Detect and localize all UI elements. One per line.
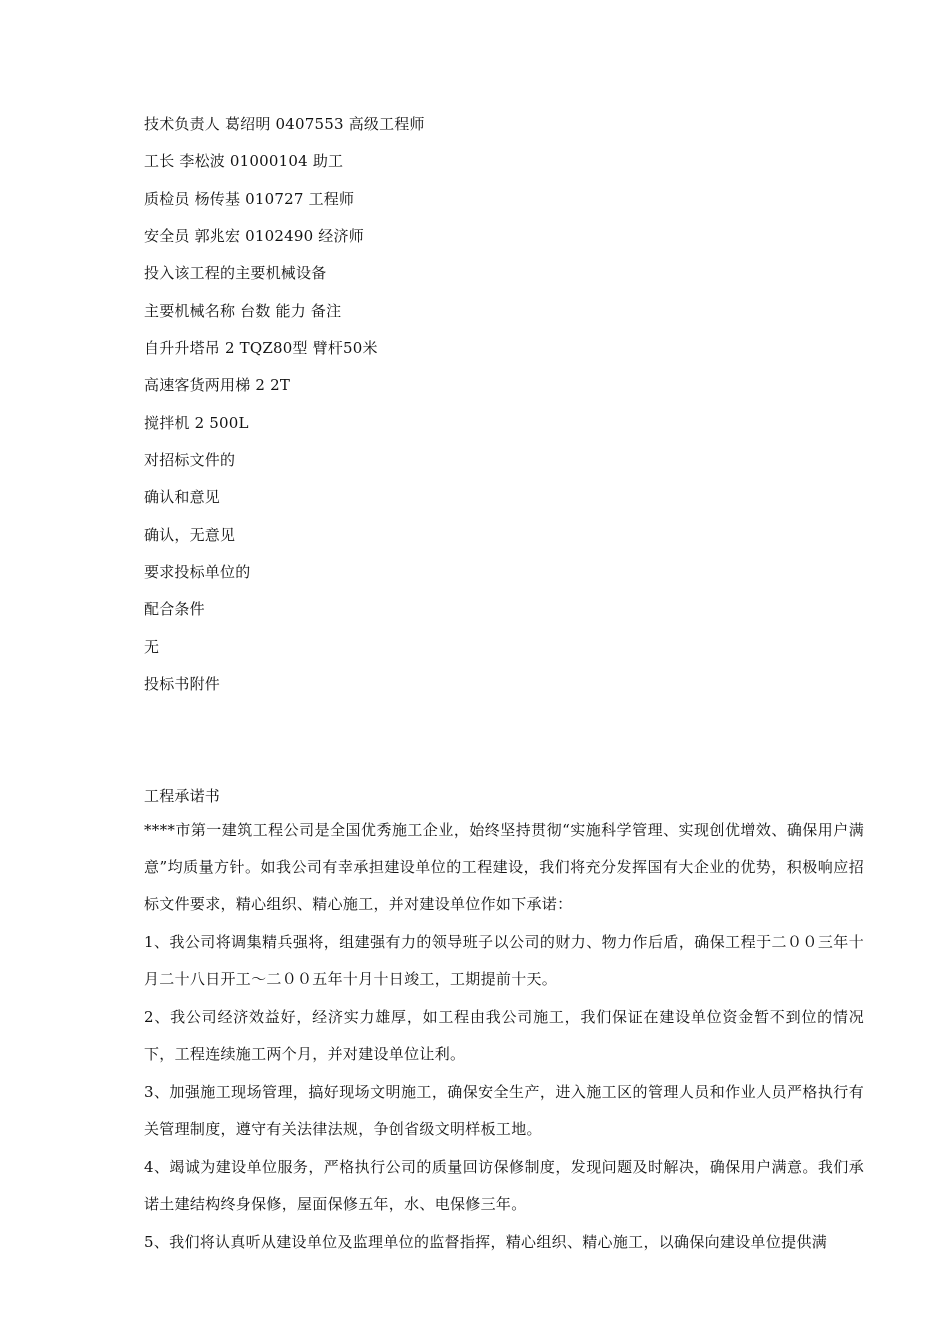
- personnel-safety-officer: 安全员 郭兆宏 0102490 经济师: [144, 227, 364, 245]
- requirement-label-line-1: 要求投标单位的: [144, 563, 251, 581]
- confirm-value: 确认，无意见: [144, 526, 236, 544]
- personnel-technical-lead: 技术负责人 葛绍明 0407553 高级工程师: [144, 115, 425, 133]
- confirm-label-line-2: 确认和意见: [144, 488, 221, 506]
- commitment-title: 工程承诺书: [144, 787, 221, 805]
- equipment-columns: 主要机械名称 台数 能力 备注: [144, 302, 342, 320]
- equipment-row: 自升升塔吊 2 TQZ80型 臂杆50米: [144, 339, 378, 357]
- requirement-value: 无: [144, 638, 160, 656]
- attachment-heading: 投标书附件: [144, 675, 221, 693]
- equipment-row: 高速客货两用梯 2 2T: [144, 376, 291, 394]
- requirement-label-line-2: 配合条件: [144, 600, 205, 618]
- commitment-item-5: 5、我们将认真听从建设单位及监理单位的监督指挥，精心组织、精心施工，以确保向建设单位提供满: [144, 1233, 828, 1251]
- commitment-item-4: 4、竭诚为建设单位服务，严格执行公司的质量回访保修制度，发现问题及时解决，确保用户满意。我们承诺土建结构终身保修，屋面保修五年，水、电保修三年。: [144, 1158, 864, 1213]
- confirm-label-line-1: 对招标文件的: [144, 451, 236, 469]
- personnel-foreman: 工长 李松波 01000104 助工: [144, 152, 344, 170]
- commitment-item-1: 1、我公司将调集精兵强将，组建强有力的领导班子以公司的财力、物力作后盾，确保工程于二００三年十月二十八日开工～二００五年十月十日竣工，工期提前十天。: [144, 933, 864, 988]
- equipment-row: 搅拌机 2 500L: [144, 414, 249, 432]
- personnel-quality-inspector: 质检员 杨传基 010727 工程师: [144, 190, 355, 208]
- commitment-item-3: 3、加强施工现场管理，搞好现场文明施工，确保安全生产，进入施工区的管理人员和作业人员严格执行有关管理制度，遵守有关法律法规，争创省级文明样板工地。: [144, 1083, 864, 1138]
- commitment-item-2: 2、我公司经济效益好，经济实力雄厚，如工程由我公司施工，我们保证在建设单位资金暂不到位的情况下，工程连续施工两个月，并对建设单位让利。: [144, 1008, 864, 1063]
- commitment-intro: ****市第一建筑工程公司是全国优秀施工企业，始终坚持贯彻“实施科学管理、实现创优增效、确保用户满意”均质量方针。如我公司有幸承担建设单位的工程建设，我们将充分发挥国有大企业的优势，积极响应招标文件要求，精心组织、精心施工，并对建设单位作如下承诺：: [144, 821, 864, 913]
- equipment-heading: 投入该工程的主要机械设备: [144, 264, 327, 282]
